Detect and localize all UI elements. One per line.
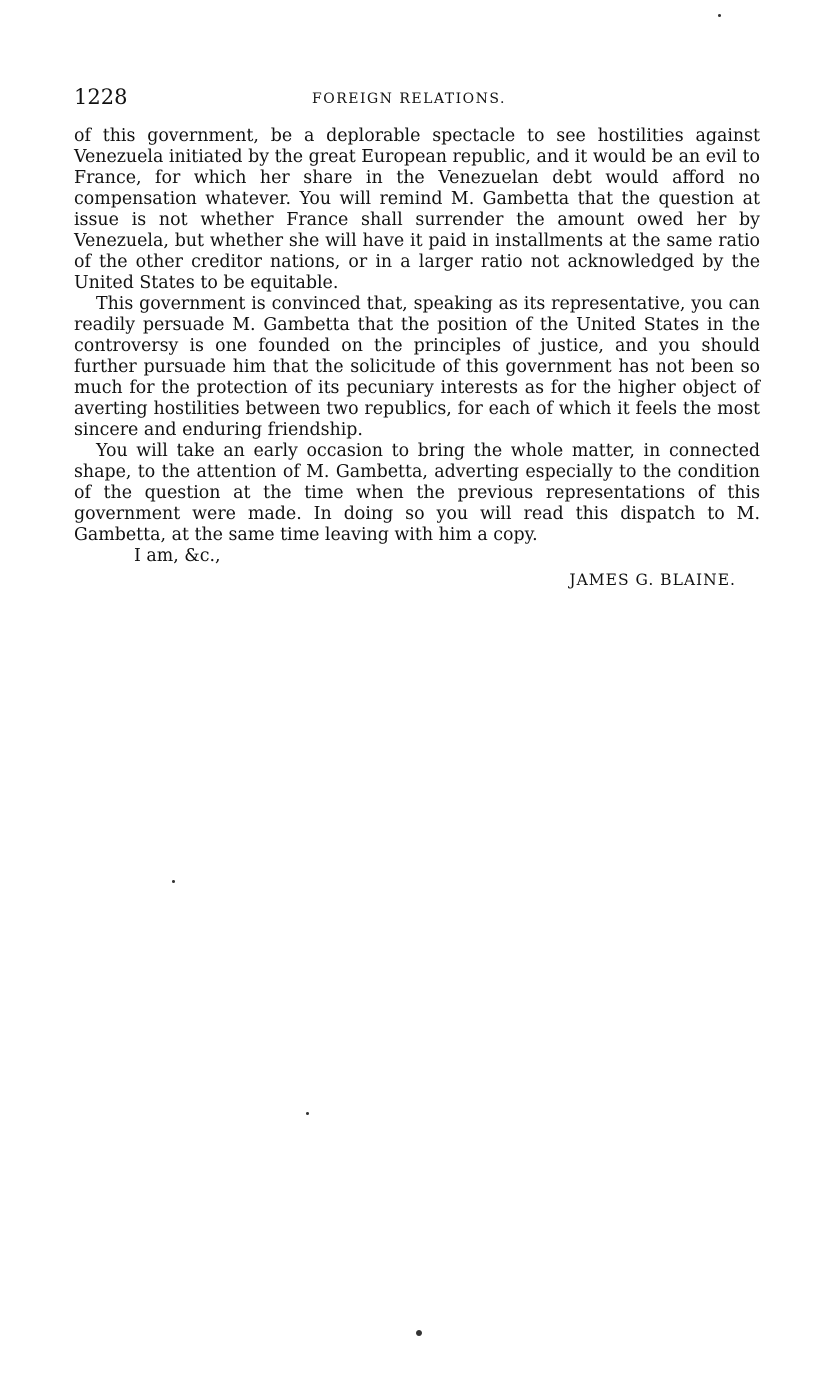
paragraph: This government is convinced that, speaking as its representative, you can readily persuade M. Gambetta that the position of the United States in the controversy is one founded on the principles of justice, and you should further pursuade him that the solicitude of this government has not been so much for the protection of its pecuniary interests as for the higher object of averting hostilities between two republics, for each of which it feels the most sincere and enduring friendship. bbox=[74, 294, 760, 440]
body-text bbox=[74, 126, 760, 546]
paragraph-continued: of this government, be a deplorable spectacle to see hostilities against Venezuela initiated by the great European republic, and it would be an evil to France, for which her share in the Venezuelan debt would afford no compensation whatever. You will remind M. Gambetta that the question at issue is not whether France shall surrender the amount owed her by Venezuela, but whether she will have it paid in installments at the same ratio of the other creditor nations, or in a larger ratio not acknowledged by the United States to be equitable. bbox=[74, 126, 760, 293]
signature: JAMES G. BLAINE. bbox=[569, 571, 736, 589]
paragraph: You will take an early occasion to bring the whole matter, in connected shape, to the attention of M. Gambetta, adverting especially to the condition of the question at the time when the previous representations of this government were made. In doing so you will read this dispatch to M. Gambetta, at the same time leaving with him a copy. bbox=[74, 441, 760, 545]
scan-speck bbox=[416, 1330, 422, 1336]
page-number: 1228 bbox=[74, 85, 128, 109]
closing-salutation: I am, &c., bbox=[134, 546, 221, 566]
running-head bbox=[74, 84, 760, 114]
scan-speck bbox=[172, 880, 175, 883]
scan-speck bbox=[718, 14, 721, 17]
running-title: FOREIGN RELATIONS. bbox=[312, 91, 506, 107]
document-page bbox=[74, 84, 760, 593]
scan-speck bbox=[306, 1112, 309, 1115]
